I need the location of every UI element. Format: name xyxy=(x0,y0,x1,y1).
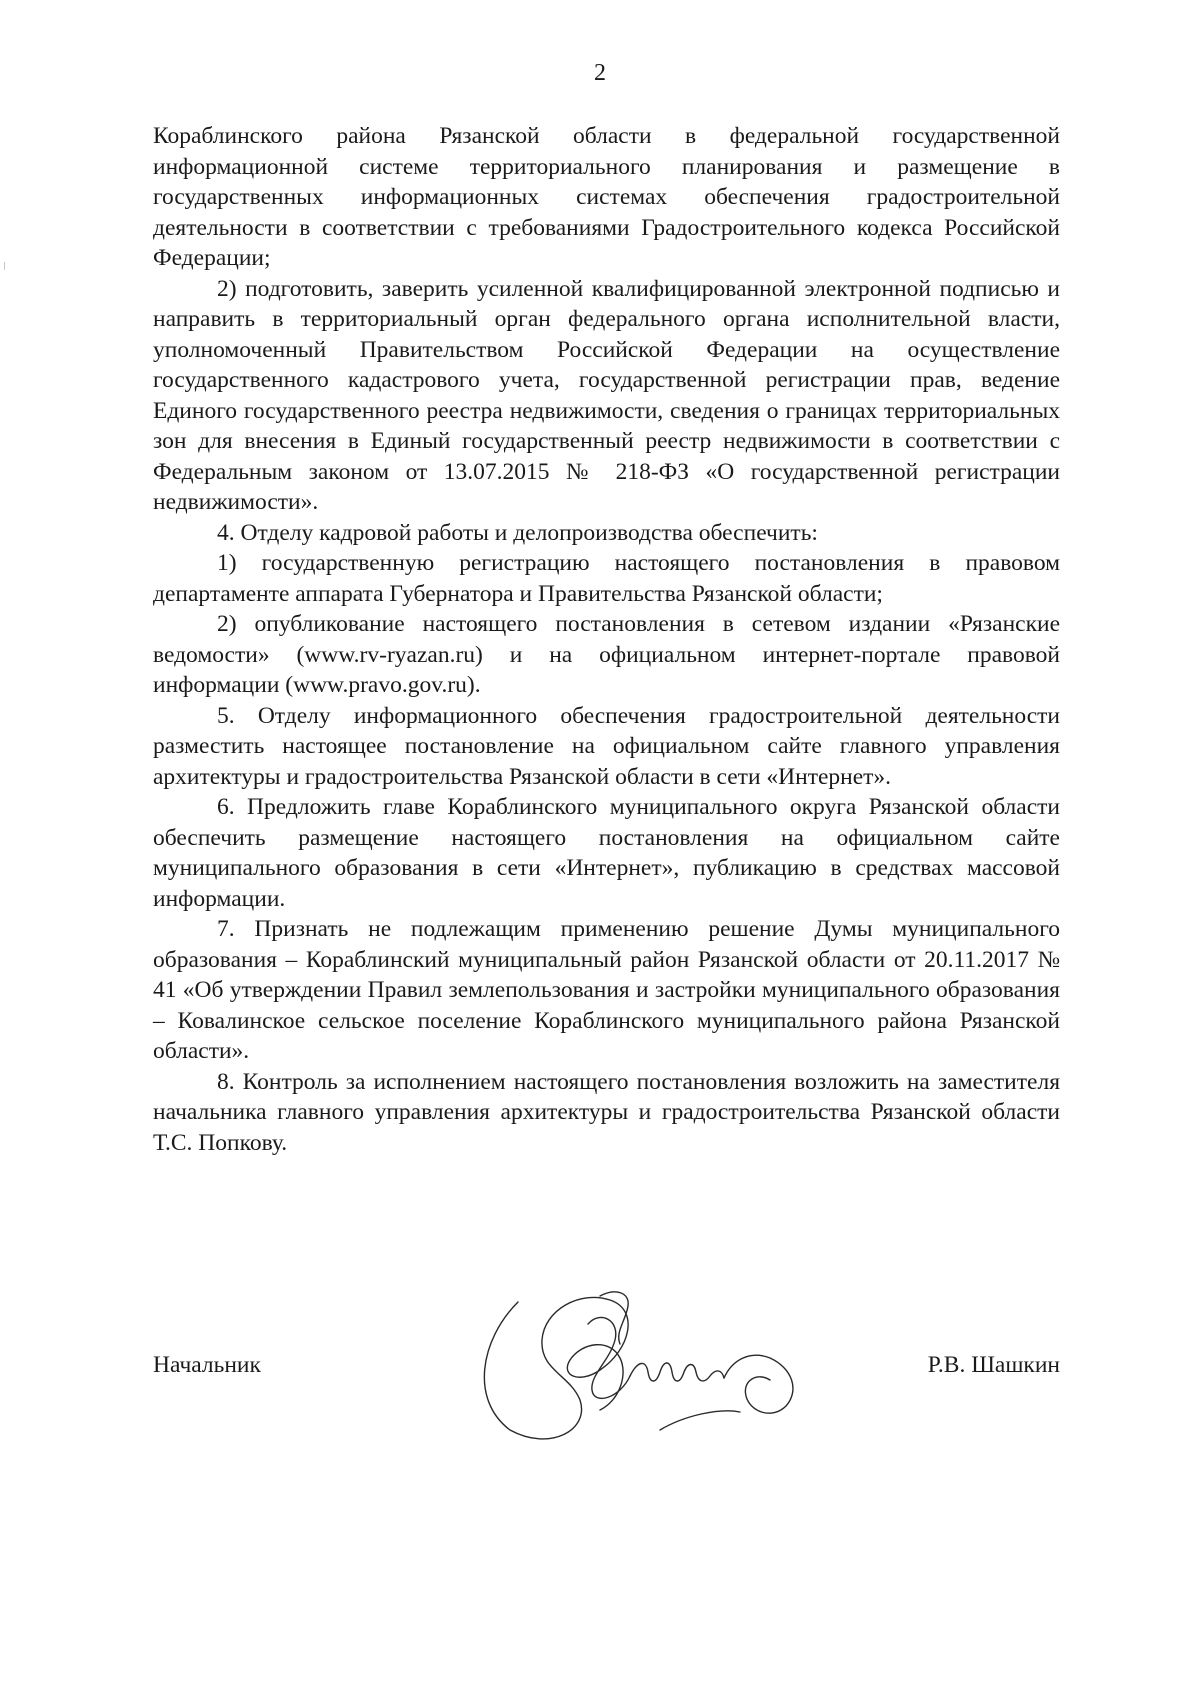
paragraph: Кораблинского района Рязанской области в федеральной государственной информационной системе территориального планирования и размещение в государственных информационных системах обеспечения градостроительной деятельности в соответствии с требованиями Градостроительного кодекса Российской Федерации; xyxy=(153,123,1060,271)
paragraph: 1) государственную регистрацию настоящего постановления в правовом департаменте аппарата Губернатора и Правительства Рязанской области; xyxy=(153,550,1060,607)
signature-block xyxy=(153,1352,1060,1392)
paragraph: 2) опубликование настоящего постановления в сетевом издании «Рязанские ведомости» (www.rv-ryazan.ru) и на официальном интернет-портале правовой информации (www.pravo.gov.ru). xyxy=(153,611,1060,698)
scan-margin-mark xyxy=(4,262,5,270)
signer-title: Начальник xyxy=(153,1352,261,1378)
signer-name: Р.В. Шашкин xyxy=(927,1352,1060,1378)
paragraph: 2) подготовить, заверить усиленной квалифицированной электронной подписью и направить в территориальный орган федерального органа исполнительной власти, уполномоченный Правительством Российской Федерации на осуществление государственного кадастрового учета, государственной регистрации прав, ведение Единого государственного реестра недвижимости, сведения о границах территориальных зон для внесения в Единый государственный реестр недвижимости в соответствии с Федеральным законом от 13.07.2015 № 218-ФЗ «О государственной регистрации недвижимости». xyxy=(153,275,1060,515)
paragraph: 7. Признать не подлежащим применению решение Думы муниципального образования – Кораблинский муниципальный район Рязанской области от 20.11.2017 № 41 «Об утверждении Правил землепользования и застройки муниципального образования – Ковалинское сельское поселение Кораблинского муниципального района Рязанской области». xyxy=(153,916,1060,1064)
paragraph: 8. Контроль за исполнением настоящего постановления возложить на заместителя начальника главного управления архитектуры и градостроительства Рязанской области Т.С. Попкову. xyxy=(153,1068,1060,1156)
page-number: 2 xyxy=(594,60,606,86)
paragraph: 5. Отделу информационного обеспечения градостроительной деятельности разместить настоящее постановление на официальном сайте главного управления архитектуры и градостроительства Рязанской области в сети «Интернет». xyxy=(153,702,1060,790)
paragraph: 6. Предложить главе Кораблинского муниципального округа Рязанской области обеспечить размещение настоящего постановления на официальном сайте муниципального образования в сети «Интернет», публикацию в средствах массовой информации. xyxy=(153,794,1060,912)
paragraph: 4. Отделу кадровой работы и делопроизводства обеспечить: xyxy=(217,519,818,546)
document-body xyxy=(153,121,1060,1158)
